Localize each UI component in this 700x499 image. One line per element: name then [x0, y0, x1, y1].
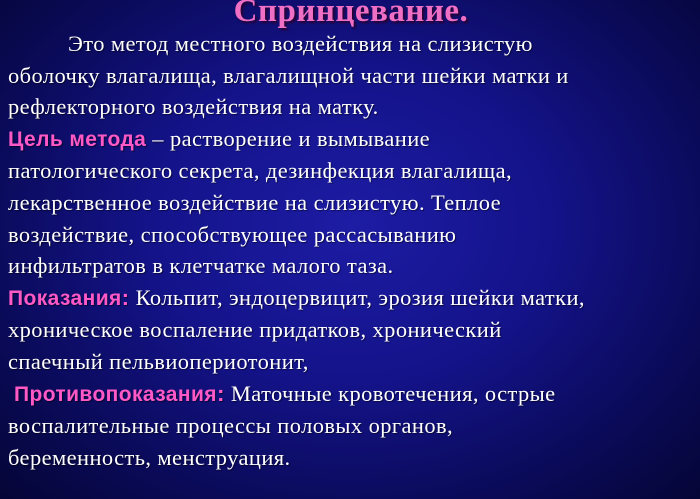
goal-line-1	[8, 123, 694, 156]
contraindications-label: Противопоказания	[14, 382, 217, 406]
text-body	[8, 28, 694, 473]
goal-line-2: патологического секрета, дезинфекция влагалища,	[8, 158, 513, 184]
indications-label: Показания	[8, 286, 122, 310]
intro-line-3: рефлекторного воздействия на матку.	[8, 94, 379, 120]
intro-line-2: оболочку влагалища, влагалищной части шейки матки и	[8, 62, 569, 88]
contraindications-colon: :	[216, 380, 225, 406]
contraindications-line-1	[8, 378, 694, 411]
contraindications-text-1: Маточные кровотечения, острые	[224, 380, 556, 406]
contraindications-line-3: беременность, менструация.	[8, 444, 291, 470]
goal-line-5: инфильтратов в клетчатке малого таза.	[8, 253, 394, 279]
intro-line-1: Это метод местного воздействия на слизистую	[68, 31, 533, 56]
indications-line-2: хроническое воспаление придатков, хронический	[8, 317, 502, 343]
goal-label: Цель метода	[8, 127, 147, 151]
indications-line-1	[8, 282, 694, 315]
contraindications-line-2: воспалительные процессы половых органов,	[8, 413, 454, 439]
indications-line-3: спаечный пельвиопериотонит,	[8, 348, 309, 374]
indications-colon: :	[121, 284, 130, 310]
goal-line-4: воздействие, способствующее рассасыванию	[8, 221, 457, 247]
slide-title: Спринцевание.	[233, 0, 469, 29]
goal-text-1: – растворение и вымывание	[146, 125, 431, 151]
goal-line-3: лекарственное воздействие на слизистую. Теплое	[8, 189, 502, 215]
indications-text-1: Кольпит, эндоцервицит, эрозия шейки матки,	[129, 284, 585, 310]
